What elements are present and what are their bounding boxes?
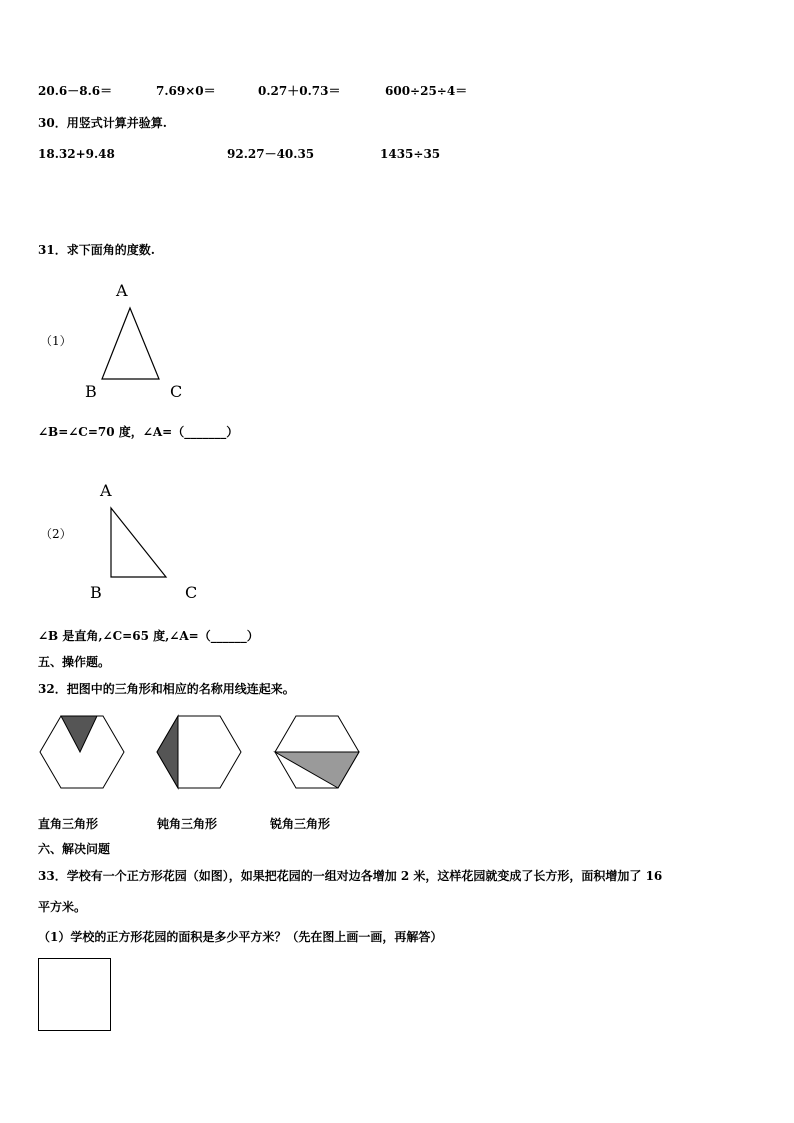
q33-sub1: （1）学校的正方形花园的面积是多少平方米？（先在图上画一画，再解答） — [38, 930, 443, 944]
q30-item-2: 92.27－40.35 — [227, 147, 315, 161]
section5-heading: 五、操作题。 — [38, 655, 111, 669]
triangle1-vertex-b: B — [85, 382, 97, 401]
q32-title: 32．把图中的三角形和相应的名称用线连起来。 — [38, 682, 295, 696]
q30-title: 30．用竖式计算并验算. — [38, 116, 167, 130]
calc-item-3: 0.27＋0.73＝ — [258, 84, 341, 98]
calc-item-2: 7.69×0＝ — [156, 84, 216, 98]
triangle2-vertex-a: A — [100, 481, 112, 500]
calc-item-4: 600÷25÷4＝ — [385, 84, 468, 98]
triangle2-vertex-b: B — [90, 583, 102, 602]
hexagon-1 — [40, 716, 124, 788]
hexagon-2-shaded-triangle — [157, 716, 178, 788]
q31-part1-label: （1） — [40, 334, 72, 348]
q30-item-3: 1435÷35 — [380, 147, 441, 161]
q33-line2: 平方米。 — [38, 900, 87, 914]
triangle1-vertex-a: A — [116, 281, 128, 300]
hexagon-2 — [157, 716, 241, 788]
triangle2-vertex-c: C — [185, 583, 198, 602]
q31-part1-question: ∠B=∠C=70 度，∠A=（_______） — [38, 425, 239, 439]
calc-item-1: 20.6－8.6＝ — [38, 84, 113, 98]
hexagon-3 — [275, 716, 359, 788]
name-acute-triangle: 锐角三角形 — [270, 817, 331, 831]
section6-heading: 六、解决问题 — [38, 842, 111, 856]
q31-title: 31．求下面角的度数. — [38, 243, 155, 257]
q33-line1: 33．学校有一个正方形花园（如图），如果把花园的一组对边各增加 2 米，这样花园就变成了长方形，面积增加了 16 — [38, 869, 663, 883]
square-garden — [38, 958, 111, 1031]
triangle1-vertex-c: C — [170, 382, 183, 401]
q30-item-1: 18.32+9.48 — [38, 147, 115, 161]
name-right-triangle: 直角三角形 — [38, 817, 99, 831]
q31-part2-label: （2） — [40, 527, 72, 541]
name-obtuse-triangle: 钝角三角形 — [157, 817, 218, 831]
q31-part2-question: ∠B 是直角,∠C=65 度,∠A=（______） — [38, 629, 259, 643]
